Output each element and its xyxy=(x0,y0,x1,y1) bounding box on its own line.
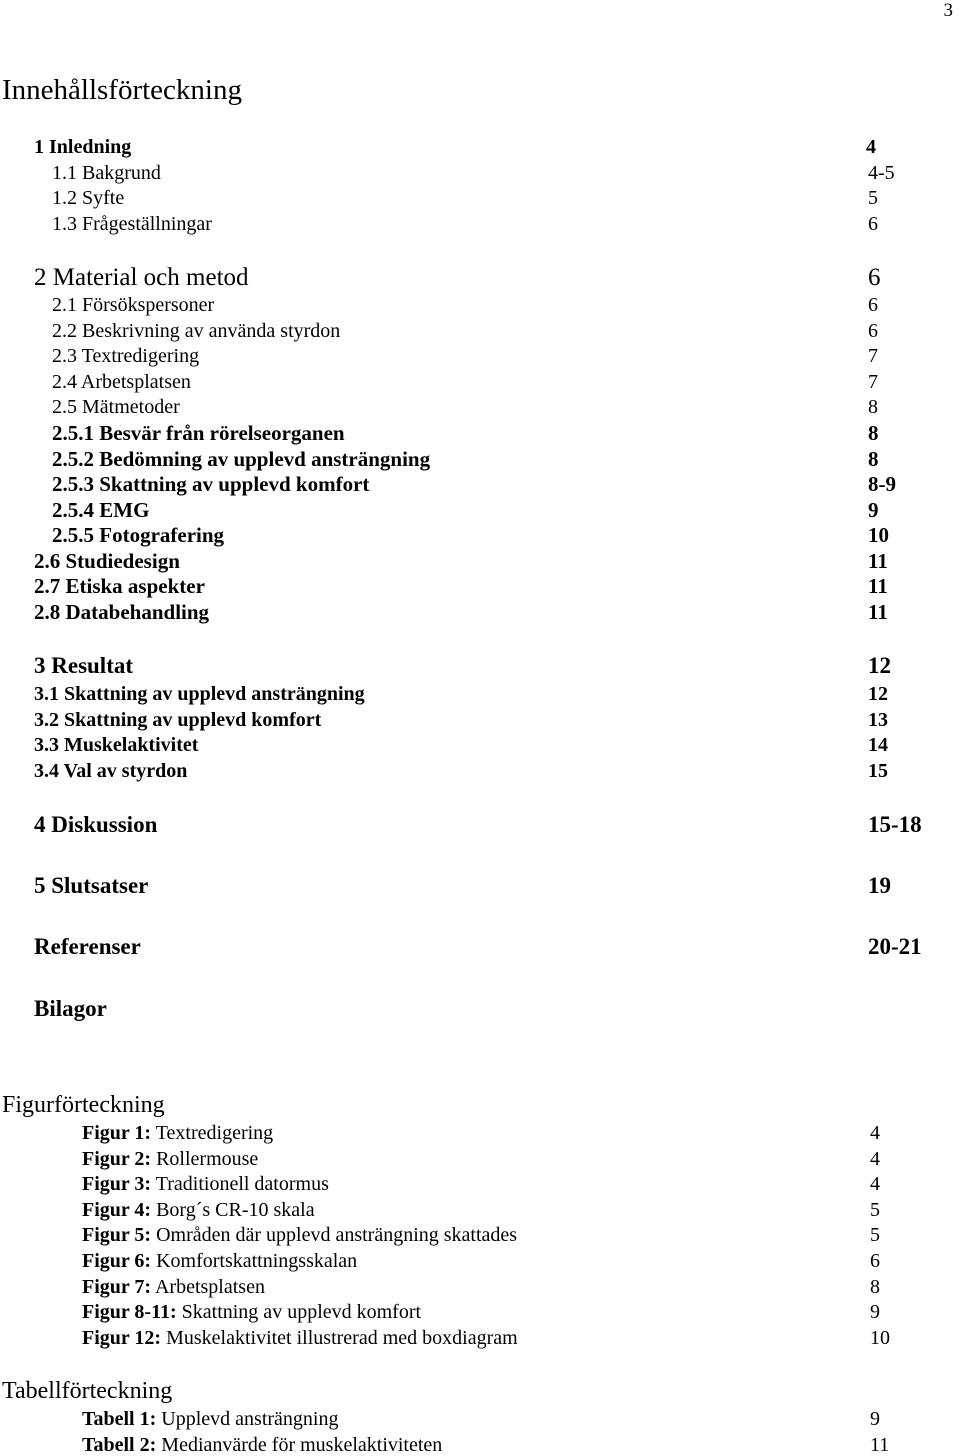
figure-list-entry[interactable] xyxy=(82,1301,880,1324)
toc-entry-3-4[interactable] xyxy=(34,760,888,782)
toc-entry-2-2[interactable] xyxy=(52,320,878,342)
toc-entry-page: 11 xyxy=(868,549,888,573)
figure-list-entry-page: 9 xyxy=(870,1301,880,1324)
toc-entry-page: 4 xyxy=(866,136,876,158)
toc-entry-page: 7 xyxy=(868,371,878,393)
figure-list-entry-label: Traditionell datormus xyxy=(155,1173,329,1196)
toc-entry-label: 3 Resultat xyxy=(34,653,134,678)
toc-entry-label: 2.4 Arbetsplatsen xyxy=(52,371,191,393)
toc-entry-label: 3.2 Skattning av upplevd komfort xyxy=(34,709,322,731)
toc-entry-page: 14 xyxy=(868,734,888,756)
figure-list-title: Figurförteckning xyxy=(2,1092,165,1118)
toc-entry-1-1[interactable] xyxy=(52,162,895,184)
figure-list-entry-page: 6 xyxy=(870,1250,880,1272)
figure-list-entry-label: Borg´s CR-10 skala xyxy=(156,1198,315,1221)
figure-list-entry-page: 10 xyxy=(870,1326,890,1349)
figure-list-entry-prefix: Figur 7: xyxy=(82,1275,152,1298)
toc-entry-page: 15-18 xyxy=(868,812,922,837)
toc-entry-label: 2.5.1 Besvär från rörelseorganen xyxy=(52,421,345,445)
toc-entry-2-8[interactable] xyxy=(34,600,888,624)
toc-entry-4[interactable] xyxy=(34,812,922,837)
toc-entry-page: 8 xyxy=(868,421,879,445)
toc-entry-label: 2.5.2 Bedömning av upplevd ansträngning xyxy=(52,447,431,471)
toc-entry-2-7[interactable] xyxy=(34,574,888,598)
table-list-entry-label: Upplevd ansträngning xyxy=(161,1408,339,1430)
figure-list-entry-label: Textredigering xyxy=(155,1122,274,1144)
toc-entry-label: 2.5 Mätmetoder xyxy=(52,396,180,418)
figure-list-entry-page: 4 xyxy=(870,1122,880,1144)
figure-list-entry-page: 4 xyxy=(870,1173,880,1196)
toc-entry-label: 2.6 Studiedesign xyxy=(34,549,180,573)
figure-list-entry[interactable] xyxy=(82,1275,880,1298)
toc-entry-page: 20-21 xyxy=(868,934,922,959)
toc-entry-label: 2.5.5 Fotografering xyxy=(52,523,225,547)
table-list-entry-prefix: Tabell 1: xyxy=(82,1408,157,1430)
figure-list-entry-prefix: Figur 6: xyxy=(82,1250,152,1272)
toc-entry-label: 5 Slutsatser xyxy=(34,873,149,898)
figure-list-entry[interactable] xyxy=(82,1147,880,1170)
toc-entry-5[interactable] xyxy=(34,873,891,898)
figure-list-entry-prefix: Figur 4: xyxy=(82,1198,152,1221)
table-list-entry-page: 11 xyxy=(870,1433,890,1456)
toc-entry-3-2[interactable] xyxy=(34,709,888,731)
toc-entry-page: 6 xyxy=(868,320,878,342)
figure-list-entry-label: Muskelaktivitet illustrerad med boxdiagram xyxy=(166,1326,518,1349)
figure-list-entry-prefix: Figur 8-11: xyxy=(82,1301,177,1324)
figure-list-entry-page: 5 xyxy=(870,1198,880,1221)
toc-entry-page: 6 xyxy=(868,264,881,291)
toc-entry-page: 19 xyxy=(868,873,891,898)
toc-entry-label: 2.5.3 Skattning av upplevd komfort xyxy=(52,472,370,496)
figure-list-entry-prefix: Figur 5: xyxy=(82,1224,152,1247)
toc-entry-label: 1.3 Frågeställningar xyxy=(52,213,212,235)
toc-entry-2-5[interactable] xyxy=(52,396,878,418)
toc-entry-references[interactable] xyxy=(34,934,922,959)
toc-entry-label: 3.3 Muskelaktivitet xyxy=(34,734,199,756)
table-list-entry[interactable] xyxy=(82,1433,890,1456)
figure-list-entry[interactable] xyxy=(82,1224,880,1247)
toc-entry-page: 6 xyxy=(868,294,878,316)
toc-entry-2-5-1[interactable] xyxy=(52,421,879,445)
toc-entry-label: 2.5.4 EMG xyxy=(52,498,150,522)
toc-entry-label: 4 Diskussion xyxy=(34,812,158,837)
toc-entry-2-4[interactable] xyxy=(52,371,878,393)
toc-entry-1[interactable] xyxy=(34,136,876,158)
figure-list-entry[interactable] xyxy=(82,1250,880,1272)
toc-title: Innehållsförteckning xyxy=(2,74,242,106)
figure-list-entry-page: 8 xyxy=(870,1275,880,1298)
toc-entry-label: 1.1 Bakgrund xyxy=(52,162,161,184)
table-list-entry-page: 9 xyxy=(870,1408,880,1430)
figure-list-entry-page: 4 xyxy=(870,1147,880,1170)
figure-list-entry-page: 5 xyxy=(870,1224,880,1247)
toc-entry-2-5-5[interactable] xyxy=(52,523,889,547)
toc-entry-page: 11 xyxy=(868,600,888,624)
toc-entry-appendices[interactable] xyxy=(34,997,107,1020)
toc-entry-page: 4-5 xyxy=(868,162,895,184)
toc-entry-page: 7 xyxy=(868,345,878,367)
toc-entry-page: 10 xyxy=(868,523,889,547)
figure-list-entry[interactable] xyxy=(82,1326,890,1349)
toc-entry-page: 8 xyxy=(868,447,879,471)
toc-entry-label: Referenser xyxy=(34,934,141,959)
figure-list-entry-label: Arbetsplatsen xyxy=(154,1275,265,1298)
figure-list-entry-label: Komfortskattningsskalan xyxy=(156,1250,358,1272)
table-list-entry-label: Medianvärde för muskelaktiviteten xyxy=(161,1433,443,1456)
toc-entry-label: 2.8 Databehandling xyxy=(34,600,210,624)
toc-entry-3-3[interactable] xyxy=(34,734,888,756)
table-list-title: Tabellförteckning xyxy=(2,1378,173,1404)
figure-list-entry-label: Rollermouse xyxy=(156,1147,259,1170)
table-list-entry-prefix: Tabell 2: xyxy=(82,1433,157,1456)
figure-list-entry-label: Skattning av upplevd komfort xyxy=(181,1301,422,1324)
table-list-entry[interactable] xyxy=(82,1408,880,1430)
toc-entry-label: 2.2 Beskrivning av använda styrdon xyxy=(52,320,341,342)
toc-entry-label: 2.3 Textredigering xyxy=(52,345,200,367)
toc-entry-2-6[interactable] xyxy=(34,549,888,573)
toc-entry-2-1[interactable] xyxy=(52,294,878,316)
toc-entry-2-3[interactable] xyxy=(52,345,878,367)
toc-entry-label: 3.4 Val av styrdon xyxy=(34,760,188,782)
toc-entry-3[interactable] xyxy=(34,653,891,678)
toc-entry-page: 8 xyxy=(868,396,878,418)
toc-entry-2[interactable] xyxy=(34,264,881,291)
figure-list-entry-prefix: Figur 3: xyxy=(82,1173,152,1196)
toc-entry-1-3[interactable] xyxy=(52,213,878,235)
figure-list-entry-prefix: Figur 2: xyxy=(82,1147,152,1170)
toc-entry-1-2[interactable] xyxy=(52,187,878,209)
toc-entry-page: 9 xyxy=(868,498,879,522)
figure-list-entry-prefix: Figur 1: xyxy=(82,1122,152,1144)
figure-list-entry[interactable] xyxy=(82,1173,880,1196)
toc-entry-3-1[interactable] xyxy=(34,683,888,705)
toc-entry-2-5-3[interactable] xyxy=(52,472,896,496)
toc-entry-label: 2.1 Försökspersoner xyxy=(52,294,215,316)
page-number: 3 xyxy=(943,0,953,21)
toc-entry-page: 11 xyxy=(868,574,888,598)
figure-list-entry[interactable] xyxy=(82,1198,880,1221)
figure-list-entry-label: Områden där upplevd ansträngning skattades xyxy=(156,1224,518,1247)
toc-entry-label: 1.2 Syfte xyxy=(52,187,125,209)
toc-entry-page: 5 xyxy=(868,187,878,209)
toc-entry-page: 13 xyxy=(868,709,888,731)
toc-entry-page: 8-9 xyxy=(868,472,896,496)
toc-entry-2-5-2[interactable] xyxy=(52,447,879,471)
figure-list-entry[interactable] xyxy=(82,1122,880,1144)
toc-entry-page: 12 xyxy=(868,653,891,678)
toc-entry-label: 3.1 Skattning av upplevd ansträngning xyxy=(34,683,365,705)
toc-entry-label: Bilagor xyxy=(34,996,107,1021)
toc-entry-label: 2 Material och metod xyxy=(34,264,249,291)
toc-entry-page: 12 xyxy=(868,683,888,705)
figure-list-entry-prefix: Figur 12: xyxy=(82,1326,162,1349)
toc-entry-page: 6 xyxy=(868,213,878,235)
toc-entry-page: 15 xyxy=(868,760,888,782)
toc-entry-label: 2.7 Etiska aspekter xyxy=(34,574,205,598)
toc-entry-2-5-4[interactable] xyxy=(52,498,879,522)
toc-entry-label: 1 Inledning xyxy=(34,136,132,158)
